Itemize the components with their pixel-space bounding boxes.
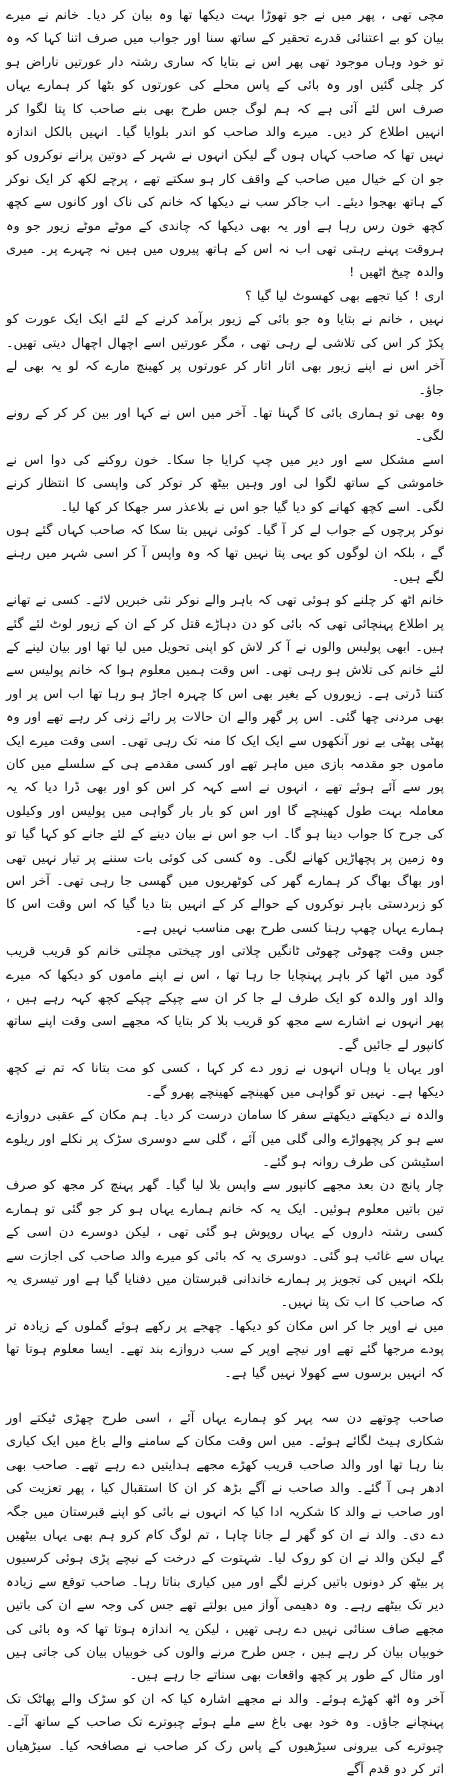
text-section-one <box>6 4 444 1385</box>
paragraph: جس وقت چھوٹی چھوٹی ٹانگیں چلاتی اور چیختی مچلتی خانم کو قریب قریب گود میں اٹھا کر باہر پہنچایا جا رہا تھا ، اس نے اپنے ماموں کو دیکھا کہ میرے والد اور والدہ کو ایک طرف لے جا کر ان سے چپکے چپکے کچھ کہہ رہے ہیں ، پھر انہوں نے اشارے سے مجھ کو قریب بلا کر بتایا کہ مجھے اسی وقت اپنے ساتھ کانپور لے جائیں گے۔ <box>6 944 444 1053</box>
paragraph: مچی تھی ، پھر میں نے جو تھوڑا بہت دیکھا تھا وہ بیان کر دیا۔ خانم نے میرے بیان کو بے اعتنائی قدرے تحقیر کے ساتھ سنا اور جواب میں صرف اتنا کہا کہ وہ تو خود وہاں موجود تھی پھر اس نے بتایا کہ ساری رشتہ دار عورتیں ناراض ہو کر چلی گئیں اور وہ بائی کے پاس محلے کی عورتوں کو بٹھا کر ہمارے یہاں صرف اس لئے آئی ہے کہ ہم لوگ جس طرح بھی بنے صاحب کا پتا لگوا کر انہیں اطلاع کر دیں۔ میرے والد صاحب کو اندر بلوایا گیا۔ انہیں بالکل اندازہ نہیں تھا کہ صاحب کہاں ہوں گے لیکن انہوں نے شہر کے دوتین پرانے نوکروں کو جو ان کے خیال میں صاحب کے واقف کار ہو سکتے تھے ، پرچے لکھ کر ایک نوکر کے ہاتھ بھجوا دیئے۔ اب جاکر سب نے دیکھا کہ خانم کی ناک اور کانوں سے کچھ کچھ خون رس رہا ہے اور یہ بھی دیکھا کہ چاندی کے موٹے موٹے زیور جو وہ ہروقت پہنے رہتی تھی اب نہ اس کے ہاتھ پیروں میں ہیں نہ چہرے پر۔ میری والدہ چیخ اٹھیں ! <box>6 8 444 281</box>
paragraph: والدہ نے دیکھتے دیکھتے سفر کا سامان درست کر دیا۔ ہم مکان کے عقبی دروازے سے ہو کر پچھواڑے والی گلی میں آئے ، گلی سے دوسری سڑک پر نکلے اور ریلوے اسٹیشن کی طرف روانہ ہو گئے۔ <box>6 1108 444 1170</box>
paragraph: صاحب چوتھے دن سہ پہر کو ہمارے یہاں آئے ، اسی طرح چھڑی ٹیکتے اور شکاری ہیٹ لگائے ہوئے۔ میں اس وقت مکان کے سامنے والے باغ میں ایک کیاری بنا رہا تھا اور والد صاحب قریب کھڑے مجھے ہدایتیں دے رہے تھے۔ صاحب بھی ادھر ہی آ گئے۔ والد صاحب نے آگے بڑھ کر ان کا استقبال کیا ، پھر تعزیت کی اور صاحب نے والد کا شکریہ ادا کیا کہ انہوں نے بائی کو اپنے قبرستان میں جگہ دے دی۔ والد نے ان کو گھر لے جانا چاہا ، تم لوگ کام کرو ہم بھی یہاں بیٹھیں گے لیکن والد نے ان کو روک لیا۔ شہتوت کے درخت کے نیچے پڑی ہوئی کرسیوں پر بیٹھ کر دونوں باتیں کرنے لگے اور میں کیاری بناتا رہا۔ صاحب توقع سے زیادہ دیر تک بیٹھے رہے۔ وہ دھیمی آواز میں بولتے تھے جس کی وجہ سے ان کی باتیں مجھے صاف سنائی نہیں دے رہی تھیں ، لیکن یہ اندازہ ہوتا تھا کہ وہ بائی کی خوبیاں بیان کر رہے ہیں ، جس طرح مرنے والوں کی خوبیاں بیان کی جاتی ہیں اور مثال کے طور پر کچھ واقعات بھی سناتے جا رہے ہیں۔ <box>6 1410 444 1684</box>
paragraph: اری ! کیا تجھے بھی کھسوٹ لیا گیا ؟ <box>245 288 444 304</box>
paragraph: میں نے اوپر جا کر اس مکان کو دیکھا۔ چھجے پر رکھے ہوئے گملوں کے زیادہ تر پودے مرجھا گئے تھے اور نیچے اوپر کے سب دروازے بند تھے۔ ایسا معلوم ہوتا تھا کہ انہیں برسوں سے کھولا نہیں گیا ہے۔ <box>6 1318 444 1381</box>
paragraph: خانم اٹھ کر چلنے کو ہوئی تھی کہ باہر والے نوکر نئی خبریں لائے۔ کسی نے تھانے پر اطلاع پہنچائی تھی کہ بائی کو دن دہاڑے قتل کر کے ان کے زیور لوٹ لئے گئے ہیں۔ ابھی پولیس والوں نے آ کر لاش کو اپنی تحویل میں لیا تھا اور بیان لینے کے لئے خانم کی تلاش ہو رہی تھی۔ اس وقت ہمیں معلوم ہوا کہ خانم پولیس سے کتنا ڈرتی ہے۔ زیوروں کے بغیر بھی اس کا چہرہ اجاڑ ہو رہا تھا اب اس پر اور بھی مردنی چھا گئی۔ اس پر گھر والے ان حالات پر رائے زنی کر رہے تھے اور وہ پھٹی پھٹی بے نور آنکھوں سے ایک ایک کا منہ تک رہی تھی۔ اسی وقت میرے ایک ماموں جو مقدمہ بازی میں ماہر تھے اور کسی مقدمے ہی کے سلسلے میں کان پور سے آئے ہوئے تھے ، انہوں نے اسے کہہ کر اس کو اور بھی ڈرا دیا کہ یہ معاملہ بہت طول کھینچے گا اور اس کو بار بار گواہی میں پولیس اور وکیلوں کی جرح کا جواب دینا ہو گا۔ اب جو اس نے بیان دینے کے لئے جانے کو کہا گیا تو وہ زمین پر پچھاڑیں کھانے لگی۔ وہ کسی کی کوئی بات سننے پر تیار نہیں تھی اور بھاگ بھاگ کر ہمارے گھر کی کوٹھریوں میں گھسی جا رہی تھی۔ آخر اس کو زبردستی باہر نوکروں کے حوالے کر کے انہیں بتا دیا گیا کہ اس وقت اس کا ہمارے یہاں چھپ رہنا کسی طرح بھی مناسب نہیں ہے۔ <box>6 593 444 936</box>
paragraph: چار پانچ دن بعد مجھے کانپور سے واپس بلا لیا گیا۔ گھر پہنچ کر مجھ کو صرف تین باتیں معلوم ہوئیں۔ ایک یہ کہ خانم ہمارے یہاں ہو کر جو گئی تو ہمارے کسی رشتہ داروں کے یہاں روپوش ہو گئی تھی ، لیکن دوسرے دن اسی کے یہاں سے غائب ہو گئی۔ دوسری یہ کہ بائی کو میرے والد صاحب کی اجازت سے بلکہ انہیں کی تجویز پر ہمارے خاندانی قبرستان میں دفنایا گیا ہے اور تیسری یہ کہ صاحب کا اب تک پتا نہیں۔ <box>6 1178 444 1311</box>
section-divider <box>6 1385 444 1407</box>
paragraph: نہیں ، خانم نے بتایا وہ جو بائی کے زیور برآمد کرنے کے لئے ایک ایک عورت کو پکڑ کر اس کی تلاشی لے رہی تھی ، مگر عورتیں اسے اچھال اچھال دیتی تھیں۔ آخر اس نے اپنے زیور بھی اتار اتار کر عورتوں پر کھینچ مارے کہ لو یہ بھی لے جاؤ۔ <box>6 312 444 398</box>
paragraph: وہ بھی تو ہماری بائی کا گہنا تھا۔ آخر میں اس نے کہا اور بین کر کر کے رونے لگی۔ <box>6 405 444 445</box>
paragraph: اسے مشکل سے اور دیر میں چپ کرایا جا سکا۔ خون روکنے کی دوا اس نے خاموشی کے ساتھ لگوا لی اور وہیں بیٹھ کر نوکر کی واپسی کا انتظار کرنے لگی۔ اسے کچھ کھانے کو دیا گیا جو اس نے بلاعذر سر جھکا کر کھا لیا۔ <box>6 452 444 515</box>
paragraph: نوکر پرچوں کے جواب لے کر آ گیا۔ کوئی نہیں بتا سکا کہ صاحب کہاں گئے ہوں گے ، بلکہ ان لوگوں کو یہی پتا نہیں تھا کہ وہ واپس آ کر اسی شہر میں رہنے لگے ہیں۔ <box>6 522 444 585</box>
paragraph: اور یہاں یا وہاں انہوں نے زور دے کر کہا ، کسی کو مت بتانا کہ تم نے کچھ دیکھا ہے۔ نہیں تو گواہی میں کھینچے کھینچے پھرو گے۔ <box>6 1061 444 1100</box>
text-section-two <box>6 1407 444 1781</box>
paragraph: آخر وہ اٹھ کھڑے ہوئے۔ والد نے مجھے اشارہ کیا کہ ان کو سڑک والے پھاٹک تک پہنچانے جاؤں۔ وہ خود بھی باغ سے ملے ہوئے چبوترے تک صاحب کے ساتھ آئے۔ چبوترے کی بیرونی سیڑھیوں کے پاس رک کر صاحب نے مصافحہ کیا۔ سیڑھیاں اتر کر دو قدم آگے <box>6 1691 444 1778</box>
